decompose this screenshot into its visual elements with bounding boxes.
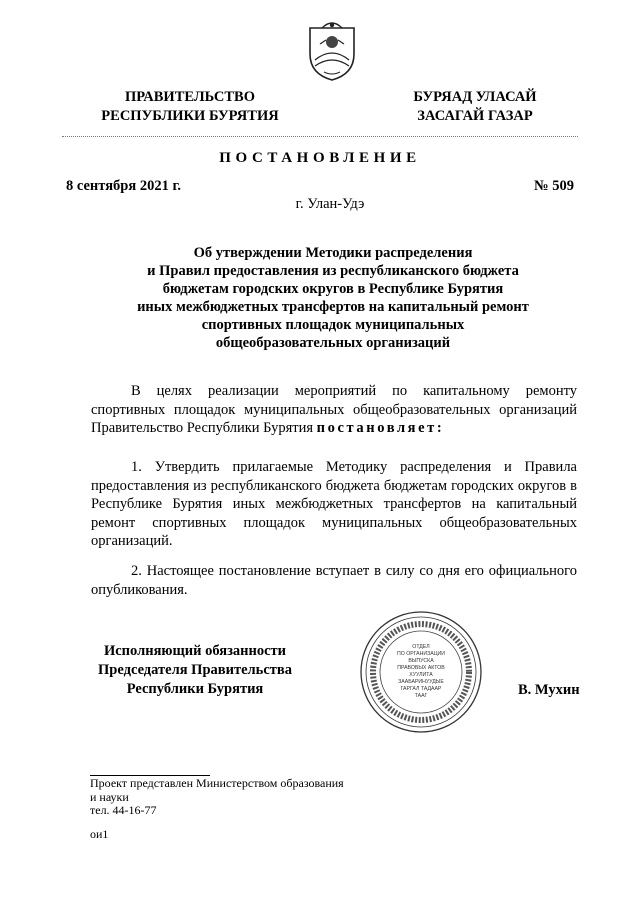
document-code: ои1 [90, 827, 109, 841]
footnote [90, 777, 344, 818]
header-right-line1: БУРЯАД УЛАСАЙ [413, 89, 537, 105]
footnote-line2: и науки [90, 789, 129, 804]
title-line: бюджетам городских округов в Республике Бурятия [162, 281, 504, 297]
title-line: и Правил предоставления из республиканского бюджета [147, 263, 519, 279]
official-stamp-icon [358, 610, 484, 734]
header-right [390, 88, 560, 126]
title-line: общеобразовательных организаций [215, 335, 451, 351]
header-left-line1: ПРАВИТЕЛЬСТВО [125, 89, 255, 105]
header-left-line2: РЕСПУБЛИКИ БУРЯТИЯ [101, 108, 279, 124]
item-1-paragraph: 1. Утвердить прилагаемые Методику распределения и Правила предоставления из республиканского бюджета бюджетам городских округов в Республике Бурятия иных межбюджетных трансфертов на капитальный ремонт спортивных площадок муниципальных общеобразовательных организаций. [91, 459, 577, 549]
title-line: иных межбюджетных трансфертов на капитальный ремонт [137, 299, 529, 315]
title-line: спортивных площадок муниципальных [201, 317, 465, 333]
stamp-line: ОТДЕЛ [412, 644, 430, 650]
document-title [100, 244, 566, 352]
position-line2: Председателя Правительства [98, 662, 292, 678]
stamp-line: ТААГ [414, 693, 428, 699]
stamp-line: ПРАВОВЫХ АКТОВ [397, 665, 445, 671]
document-date: 8 сентября 2021 г. [66, 178, 182, 194]
signatory-position [80, 642, 310, 699]
footnote-phone: тел. 44-16-77 [90, 803, 157, 817]
document-number: № 509 [534, 178, 574, 194]
header-divider [62, 136, 578, 137]
position-line3: Республики Бурятия [126, 681, 264, 697]
header-right-line2: ЗАСАГАЙ ГАЗАР [417, 108, 533, 124]
footnote-line1: Проект представлен Министерством образования [90, 776, 344, 790]
position-line1: Исполняющий обязанности [103, 643, 287, 659]
coat-of-arms-icon [304, 20, 360, 82]
header-left [90, 88, 290, 126]
stamp-line: ВЫПУСКА [408, 658, 434, 664]
stamp-line: ЗААБАРИНУУДЫЕ [398, 679, 444, 685]
signatory-name: В. Мухин [518, 682, 580, 698]
intro-paragraph [91, 382, 577, 438]
stamp-line: ХУУЛИТА [409, 672, 433, 678]
item-2-paragraph: 2. Настоящее постановление вступает в силу со дня его официального опубликования. [91, 563, 577, 598]
document-city: г. Улан-Удэ [295, 196, 365, 212]
title-line: Об утверждении Методики распределения [193, 245, 473, 261]
stamp-line: ГАРГАЛ ТАДААР [400, 686, 442, 692]
document-type: ПОСТАНОВЛЕНИЕ [219, 150, 421, 166]
intro-text: В целях реализации мероприятий по капитальному ремонту спортивных площадок муниципальных общеобразовательных организаций Правительство Республики Бурятия [91, 383, 577, 436]
stamp-line: ПО ОРГАНИЗАЦИИ [397, 651, 445, 657]
resolution-keyword: постановляет: [316, 420, 445, 436]
